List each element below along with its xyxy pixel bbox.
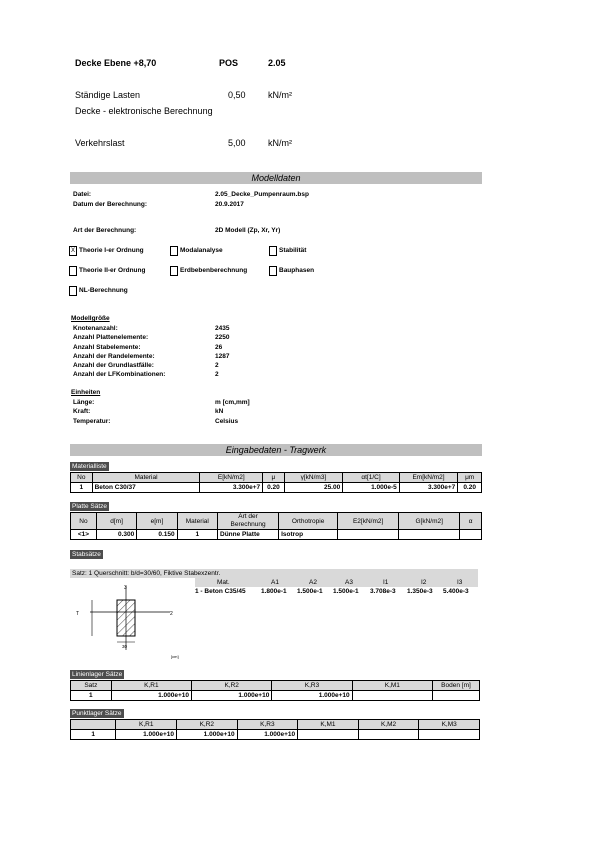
size-value: 2435 xyxy=(215,325,230,332)
size-label: Anzahl der LFKombinationen: xyxy=(73,371,166,379)
file-label: Datei: xyxy=(73,191,92,198)
bars-header-band xyxy=(195,578,478,587)
cell xyxy=(460,530,482,540)
cell: Isotrop xyxy=(279,530,338,540)
cell xyxy=(352,691,432,701)
cell: 1.000e+10 xyxy=(111,691,191,701)
bars-header-a3: A3 xyxy=(345,579,353,586)
cell: 1.000e+10 xyxy=(192,691,272,701)
header-cell: K,M1 xyxy=(298,720,359,730)
file-value: 2.05_Decke_Pumpenraum.bsp xyxy=(215,191,309,198)
cell: 3.300e+7 xyxy=(200,483,263,493)
table-header-row xyxy=(71,681,480,691)
table-header-row xyxy=(71,720,480,730)
size-label: Knotenanzahl: xyxy=(73,325,118,332)
header-cell: Em[kN/m2] xyxy=(399,473,458,483)
line-supports-table xyxy=(70,680,480,701)
cell: 25.00 xyxy=(284,483,343,493)
header-cell: Material xyxy=(177,513,217,530)
axis-label-t: T xyxy=(76,611,80,617)
materials-tag: Materialliste xyxy=(72,463,107,470)
cell: 0.150 xyxy=(137,530,177,540)
date-value: 20.9.2017 xyxy=(215,201,244,208)
calc-type-value: 2D Modell (Zp, Xr, Yr) xyxy=(215,227,281,234)
cell xyxy=(298,730,359,740)
header-cell: Boden [m] xyxy=(433,681,480,691)
bars-a2-value: 1.500e-1 xyxy=(297,588,323,595)
header-cell: K,R1 xyxy=(111,681,191,691)
bars-caption: Satz: 1 Querschnitt: b/d=30/60, Fiktive Stabexzentr. xyxy=(70,569,478,578)
cell xyxy=(433,691,480,701)
header-cell: K,M1 xyxy=(352,681,432,691)
header-cell: d[m] xyxy=(96,513,136,530)
bars-mat-value: 1 - Beton C35/45 xyxy=(195,588,246,595)
table-row xyxy=(71,483,482,493)
point-supports-table xyxy=(70,719,480,740)
header-cell: K,M2 xyxy=(358,720,419,730)
header-cell: α xyxy=(460,513,482,530)
bars-a1-value: 1.800e-1 xyxy=(261,588,287,595)
header-cell: E[kN/m2] xyxy=(200,473,263,483)
header-cell: K,R1 xyxy=(116,720,177,730)
cross-section-drawing xyxy=(70,582,190,662)
bars-header-mat: Mat. xyxy=(217,579,230,586)
header-cell: E2[kN/m2] xyxy=(338,513,399,530)
header-cell: G[kN/m2] xyxy=(399,513,460,530)
units-values xyxy=(215,398,250,426)
model-size-values xyxy=(215,324,229,380)
bars-header-i1: I1 xyxy=(383,579,389,586)
cell: Dünne Platte xyxy=(218,530,279,540)
option-checkbox-stability[interactable] xyxy=(269,246,277,256)
plates-table xyxy=(70,512,482,540)
unit-label: Temperatur: xyxy=(73,417,111,425)
cell: 1.000e+10 xyxy=(116,730,177,740)
permanent-load-value: 0,50 xyxy=(228,90,246,100)
model-size-title: Modellgröße xyxy=(71,315,110,322)
cell: 3.300e+7 xyxy=(399,483,458,493)
bars-i1-value: 3.708e-3 xyxy=(370,588,396,595)
header-cell: K,R2 xyxy=(192,681,272,691)
permanent-load-label: Ständige Lasten xyxy=(75,90,141,100)
permanent-load-unit: kN/m² xyxy=(268,90,292,100)
size-value: 2 xyxy=(215,362,219,370)
size-label: Anzahl Plattenelemente: xyxy=(73,334,149,342)
table-row xyxy=(71,691,480,701)
input-data-banner: Eingabedaten - Tragwerk xyxy=(70,444,482,456)
header-cell: K,M3 xyxy=(419,720,480,730)
option-label-phases: Bauphasen xyxy=(279,267,315,274)
cell: 1.000e+10 xyxy=(177,730,238,740)
cell: 1 xyxy=(177,530,217,540)
line-supports-tag: Linienlager Sätze xyxy=(72,671,123,678)
cell xyxy=(399,530,460,540)
plates-tag: Platte Sätze xyxy=(72,503,108,510)
cell: 1 xyxy=(71,730,116,740)
model-size-labels xyxy=(73,324,165,380)
option-checkbox-phases[interactable] xyxy=(269,266,277,276)
dimension-label-30: 30 xyxy=(122,644,128,649)
size-label: Anzahl der Grundlastfälle: xyxy=(73,362,154,370)
cell: 1.000e+10 xyxy=(237,730,298,740)
unit-label: Kraft: xyxy=(73,408,91,416)
header-cell: αt[1/C] xyxy=(343,473,400,483)
live-load-unit: kN/m² xyxy=(268,138,292,148)
calc-type-label: Art der Berechnung: xyxy=(73,227,137,234)
units-labels xyxy=(73,398,110,426)
option-checkbox-theory-1[interactable]: X xyxy=(70,248,75,254)
size-value: 26 xyxy=(215,343,223,351)
calculation-description: Decke - elektronische Berechnung xyxy=(75,106,213,116)
size-value: 2 xyxy=(215,371,219,379)
header-cell: Art der Berechnung xyxy=(218,513,279,530)
header-cell: γ[kN/m3] xyxy=(284,473,343,483)
table-header-row xyxy=(71,473,482,483)
unit-value: kN xyxy=(215,408,224,416)
header-cell: μ xyxy=(263,473,285,483)
cell: 0.300 xyxy=(96,530,136,540)
bars-i2-value: 1.350e-3 xyxy=(407,588,433,595)
units-title: Einheiten xyxy=(71,389,101,396)
header-cell: Material xyxy=(92,473,200,483)
table-header-row xyxy=(71,513,482,530)
header-cell xyxy=(71,720,116,730)
cell: 1 xyxy=(71,483,93,493)
live-load-value: 5,00 xyxy=(228,138,246,148)
axis-label-2: 2 xyxy=(170,611,173,617)
size-label: Anzahl Stabelemente: xyxy=(73,343,141,351)
option-checkbox-modal[interactable] xyxy=(170,246,178,256)
option-label-stability: Stabilität xyxy=(279,247,307,254)
bars-header-a1: A1 xyxy=(271,579,279,586)
option-checkbox-seismic[interactable] xyxy=(170,266,178,276)
table-row xyxy=(71,530,482,540)
option-label-modal: Modalanalyse xyxy=(180,247,223,254)
bars-tag: Stabsätze xyxy=(72,551,101,558)
header-cell: e[m] xyxy=(137,513,177,530)
cell xyxy=(338,530,399,540)
header-cell: K,R3 xyxy=(237,720,298,730)
header-cell: No xyxy=(71,473,93,483)
header-cell: No xyxy=(71,513,97,530)
cell: 1.000e-5 xyxy=(343,483,400,493)
option-label-theory-2: Theorie II-er Ordnung xyxy=(79,267,146,274)
unit-value: Celsius xyxy=(215,417,239,425)
cell: 0.20 xyxy=(458,483,482,493)
point-supports-tag: Punktlager Sätze xyxy=(72,710,122,717)
unit-value: m [cm,mm] xyxy=(215,399,250,406)
cell xyxy=(358,730,419,740)
live-load-label: Verkehrslast xyxy=(75,138,125,148)
model-data-banner: Modelldaten xyxy=(70,172,482,184)
bars-header-i2: I2 xyxy=(421,579,427,586)
bars-a3-value: 1.500e-1 xyxy=(333,588,359,595)
cell: Beton C30/37 xyxy=(92,483,200,493)
date-label: Datum der Berechnung: xyxy=(73,201,148,208)
dimension-unit: [cm] xyxy=(171,654,179,659)
axis-label-3: 3 xyxy=(124,585,127,591)
cell: 1 xyxy=(71,691,112,701)
header-cell: K,R2 xyxy=(177,720,238,730)
option-label-nonlinear: NL-Berechnung xyxy=(79,287,128,294)
cell: 0.20 xyxy=(263,483,285,493)
cell: 1.000e+10 xyxy=(272,691,352,701)
table-row xyxy=(71,730,480,740)
header-cell: μm xyxy=(458,473,482,483)
option-label-theory-1: Theorie I-er Ordnung xyxy=(79,247,144,254)
pos-value: 2.05 xyxy=(268,58,286,68)
option-checkbox-nonlinear[interactable] xyxy=(69,286,77,296)
page-title: Decke Ebene +8,70 xyxy=(75,58,157,68)
size-value: 2250 xyxy=(215,334,230,342)
bars-header-a2: A2 xyxy=(309,579,317,586)
bars-header-i3: I3 xyxy=(457,579,463,586)
header-cell: Orthotropie xyxy=(279,513,338,530)
option-label-seismic: Erdbebenberechnung xyxy=(180,267,248,274)
bars-i3-value: 5.400e-3 xyxy=(443,588,469,595)
size-value: 1287 xyxy=(215,352,230,360)
pos-label: POS xyxy=(219,58,239,68)
cell: <1> xyxy=(71,530,97,540)
size-label: Anzahl der Randelemente: xyxy=(73,352,155,360)
unit-label: Länge: xyxy=(73,399,95,406)
header-cell: K,R3 xyxy=(272,681,352,691)
header-cell: Satz xyxy=(71,681,112,691)
cell xyxy=(419,730,480,740)
materials-table xyxy=(70,472,482,493)
option-checkbox-theory-2[interactable] xyxy=(69,266,77,276)
section-rectangle xyxy=(117,600,135,636)
